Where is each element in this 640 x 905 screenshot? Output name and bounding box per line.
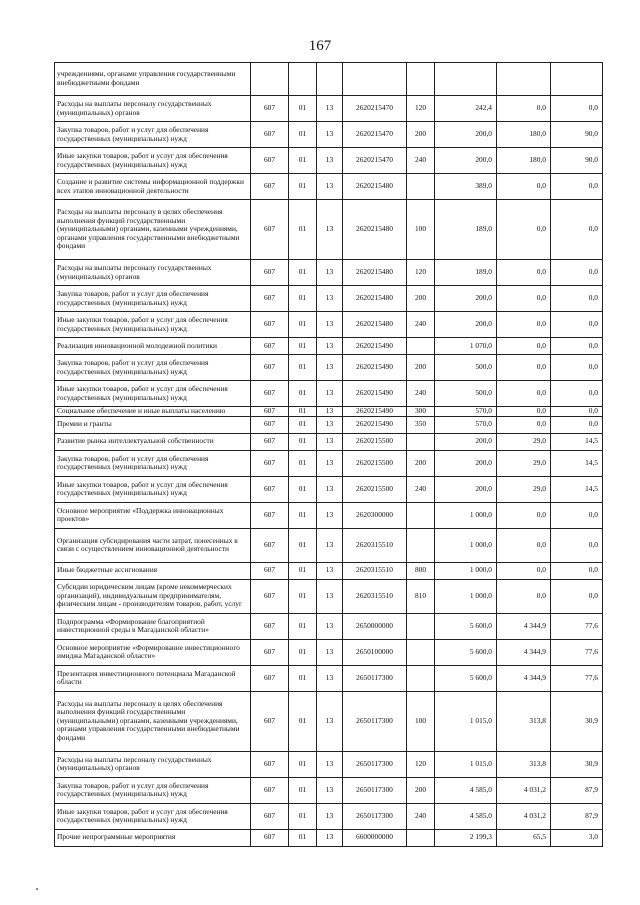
- cell-s2: 65,5: [497, 829, 551, 846]
- budget-table: [54, 62, 603, 847]
- cell-name: Расходы на выплаты персоналу государственных (муниципальных) органов: [55, 96, 251, 122]
- cell-vr: 350: [407, 416, 435, 433]
- cell-s3: 90,0: [551, 122, 603, 148]
- cell-vr: 200: [407, 286, 435, 312]
- cell-vr: [407, 665, 435, 691]
- cell-csr: 2650117300: [343, 691, 407, 751]
- cell-rz: 01: [289, 260, 317, 286]
- table-row: [55, 200, 603, 260]
- cell-vr: 300: [407, 407, 435, 417]
- cell-csr: 2650117300: [343, 665, 407, 691]
- cell-rz: 01: [289, 433, 317, 450]
- cell-csr: 2650100000: [343, 639, 407, 665]
- cell-s2: 4 344,9: [497, 613, 551, 639]
- cell-csr: 2620215500: [343, 433, 407, 450]
- cell-ved: 607: [251, 450, 289, 476]
- cell-s2: 29,0: [497, 450, 551, 476]
- cell-s3: 14,5: [551, 433, 603, 450]
- cell-s2: 180,0: [497, 122, 551, 148]
- cell-name: Организация субсидирования части затрат, понесенных в связи с осуществлением инновационной деятельности: [55, 528, 251, 562]
- cell-name: Закупка товаров, работ и услуг для обеспечения государственных (муниципальных) нужд: [55, 450, 251, 476]
- cell-pr: 13: [317, 777, 343, 803]
- cell-pr: 13: [317, 829, 343, 846]
- cell-s3: 0,0: [551, 200, 603, 260]
- cell-vr: 800: [407, 562, 435, 579]
- cell-pr: 13: [317, 96, 343, 122]
- cell-name: Расходы на выплаты персоналу в целях обеспечения выполнения функций государственными (муниципальными) органами, казенными учреждениями, органами управления государственными внебюджетными фондами: [55, 200, 251, 260]
- table-row: [55, 502, 603, 528]
- cell-s3: 77,6: [551, 665, 603, 691]
- cell-name: Иные закупки товаров, работ и услуг для обеспечения государственных (муниципальных) нужд: [55, 312, 251, 338]
- cell-name: Основное мероприятие «Поддержка инновационных проектов»: [55, 502, 251, 528]
- table-row: [55, 528, 603, 562]
- cell-pr: 13: [317, 355, 343, 381]
- table-row: [55, 613, 603, 639]
- cell-csr: 2620315510: [343, 528, 407, 562]
- cell-vr: 240: [407, 803, 435, 829]
- cell-name: Создание и развитие системы информационной поддержки всех этапов инновационной деятельности: [55, 174, 251, 200]
- cell-s1: 1 070,0: [435, 338, 497, 355]
- cell-s1: 4 585,0: [435, 803, 497, 829]
- cell-s1: [435, 63, 497, 96]
- table-row: [55, 338, 603, 355]
- cell-ved: 607: [251, 416, 289, 433]
- cell-s2: 4 344,9: [497, 639, 551, 665]
- table-row: [55, 174, 603, 200]
- cell-vr: 240: [407, 381, 435, 407]
- cell-rz: 01: [289, 174, 317, 200]
- cell-ved: 607: [251, 613, 289, 639]
- cell-s2: 0,0: [497, 174, 551, 200]
- cell-pr: 13: [317, 286, 343, 312]
- cell-name: Закупка товаров, работ и услуг для обеспечения государственных (муниципальных) нужд: [55, 777, 251, 803]
- cell-csr: 2620215490: [343, 355, 407, 381]
- cell-name: Расходы на выплаты персоналу государственных (муниципальных) органов: [55, 260, 251, 286]
- cell-s3: 14,5: [551, 476, 603, 502]
- cell-s3: 30,9: [551, 751, 603, 777]
- cell-vr: [407, 433, 435, 450]
- cell-s3: 87,9: [551, 803, 603, 829]
- cell-s2: 0,0: [497, 96, 551, 122]
- cell-name: Реализация инновационной молодежной политики: [55, 338, 251, 355]
- cell-s2: 0,0: [497, 260, 551, 286]
- cell-vr: 120: [407, 260, 435, 286]
- cell-pr: 13: [317, 613, 343, 639]
- cell-pr: 13: [317, 416, 343, 433]
- cell-s1: 4 585,0: [435, 777, 497, 803]
- cell-s2: 4 031,2: [497, 777, 551, 803]
- cell-s1: 242,4: [435, 96, 497, 122]
- cell-vr: [407, 174, 435, 200]
- cell-ved: 607: [251, 338, 289, 355]
- cell-ved: 607: [251, 829, 289, 846]
- cell-pr: 13: [317, 433, 343, 450]
- cell-s1: 570,0: [435, 416, 497, 433]
- cell-pr: 13: [317, 639, 343, 665]
- cell-name: Закупка товаров, работ и услуг для обеспечения государственных (муниципальных) нужд: [55, 122, 251, 148]
- cell-pr: 13: [317, 148, 343, 174]
- cell-s3: 0,0: [551, 286, 603, 312]
- table-row: [55, 562, 603, 579]
- cell-s3: 90,0: [551, 148, 603, 174]
- cell-s2: 4 031,2: [497, 803, 551, 829]
- cell-s3: 30,9: [551, 691, 603, 751]
- cell-vr: [407, 502, 435, 528]
- cell-ved: 607: [251, 751, 289, 777]
- table-row: [55, 260, 603, 286]
- cell-rz: 01: [289, 96, 317, 122]
- cell-ved: 607: [251, 381, 289, 407]
- cell-csr: 2620215480: [343, 312, 407, 338]
- table-row: [55, 829, 603, 846]
- cell-s2: 0,0: [497, 312, 551, 338]
- cell-name: Презентация инвестиционного потенциала Магаданской области: [55, 665, 251, 691]
- cell-csr: 2620215470: [343, 96, 407, 122]
- cell-vr: [407, 639, 435, 665]
- cell-vr: 100: [407, 691, 435, 751]
- table-row: [55, 148, 603, 174]
- cell-ved: 607: [251, 528, 289, 562]
- table-row: [55, 476, 603, 502]
- cell-ved: 607: [251, 502, 289, 528]
- cell-name: Премии и гранты: [55, 416, 251, 433]
- table-row: [55, 381, 603, 407]
- cell-name: Основное мероприятие «Формирование инвестиционного имиджа Магаданской области»: [55, 639, 251, 665]
- cell-rz: 01: [289, 338, 317, 355]
- cell-s1: 200,0: [435, 433, 497, 450]
- cell-ved: 607: [251, 562, 289, 579]
- cell-pr: 13: [317, 751, 343, 777]
- cell-ved: 607: [251, 803, 289, 829]
- cell-s2: 0,0: [497, 338, 551, 355]
- cell-name: Расходы на выплаты персоналу государственных (муниципальных) органов: [55, 751, 251, 777]
- cell-rz: 01: [289, 148, 317, 174]
- cell-csr: 2620215480: [343, 286, 407, 312]
- cell-s1: 200,0: [435, 286, 497, 312]
- cell-s3: [551, 63, 603, 96]
- cell-vr: 810: [407, 579, 435, 613]
- cell-s1: 5 600,0: [435, 613, 497, 639]
- table-row: [55, 803, 603, 829]
- cell-s1: 1 015,0: [435, 691, 497, 751]
- cell-name: Иные закупки товаров, работ и услуг для обеспечения государственных (муниципальных) нужд: [55, 148, 251, 174]
- cell-vr: 240: [407, 312, 435, 338]
- cell-s3: 0,0: [551, 579, 603, 613]
- cell-s3: 0,0: [551, 416, 603, 433]
- table-row: [55, 416, 603, 433]
- cell-ved: 607: [251, 777, 289, 803]
- cell-csr: 2620315510: [343, 562, 407, 579]
- cell-pr: 13: [317, 200, 343, 260]
- table-row: [55, 433, 603, 450]
- table-row: [55, 777, 603, 803]
- cell-s2: 0,0: [497, 200, 551, 260]
- cell-ved: 607: [251, 96, 289, 122]
- cell-s2: 0,0: [497, 286, 551, 312]
- table-row: [55, 639, 603, 665]
- cell-pr: 13: [317, 381, 343, 407]
- cell-pr: 13: [317, 579, 343, 613]
- cell-s3: 0,0: [551, 502, 603, 528]
- cell-rz: 01: [289, 381, 317, 407]
- cell-csr: 2650117300: [343, 751, 407, 777]
- cell-vr: 120: [407, 751, 435, 777]
- cell-s3: 0,0: [551, 381, 603, 407]
- cell-s1: 200,0: [435, 312, 497, 338]
- cell-pr: 13: [317, 502, 343, 528]
- cell-vr: 240: [407, 148, 435, 174]
- cell-s1: 200,0: [435, 476, 497, 502]
- cell-s3: 0,0: [551, 260, 603, 286]
- cell-rz: 01: [289, 579, 317, 613]
- cell-s2: 0,0: [497, 502, 551, 528]
- cell-rz: 01: [289, 200, 317, 260]
- table-row: [55, 312, 603, 338]
- cell-name: Иные бюджетные ассигнования: [55, 562, 251, 579]
- cell-s1: 500,0: [435, 355, 497, 381]
- cell-csr: 2620215470: [343, 148, 407, 174]
- cell-csr: 2620215480: [343, 260, 407, 286]
- table-row: [55, 96, 603, 122]
- cell-csr: 2620215490: [343, 338, 407, 355]
- cell-pr: 13: [317, 312, 343, 338]
- cell-s2: 0,0: [497, 355, 551, 381]
- cell-pr: 13: [317, 476, 343, 502]
- cell-csr: 2650000000: [343, 613, 407, 639]
- cell-vr: 200: [407, 122, 435, 148]
- cell-pr: 13: [317, 174, 343, 200]
- cell-ved: 607: [251, 286, 289, 312]
- cell-rz: 01: [289, 312, 317, 338]
- cell-vr: [407, 63, 435, 96]
- cell-s3: 0,0: [551, 407, 603, 417]
- cell-vr: [407, 338, 435, 355]
- cell-pr: 13: [317, 528, 343, 562]
- cell-s3: 0,0: [551, 562, 603, 579]
- cell-csr: [343, 63, 407, 96]
- cell-rz: 01: [289, 691, 317, 751]
- cell-s1: 389,0: [435, 174, 497, 200]
- cell-csr: 2620215470: [343, 122, 407, 148]
- table-row: [55, 286, 603, 312]
- cell-s1: 570,0: [435, 407, 497, 417]
- cell-rz: 01: [289, 665, 317, 691]
- table-row: [55, 691, 603, 751]
- cell-s1: 1 000,0: [435, 528, 497, 562]
- cell-rz: 01: [289, 355, 317, 381]
- cell-s1: 200,0: [435, 122, 497, 148]
- cell-rz: 01: [289, 450, 317, 476]
- cell-ved: 607: [251, 260, 289, 286]
- cell-s3: 77,6: [551, 613, 603, 639]
- cell-ved: 607: [251, 639, 289, 665]
- cell-name: Социальное обеспечение и иные выплаты населению: [55, 407, 251, 417]
- cell-rz: 01: [289, 803, 317, 829]
- cell-name: Закупка товаров, работ и услуг для обеспечения государственных (муниципальных) нужд: [55, 286, 251, 312]
- cell-rz: 01: [289, 502, 317, 528]
- table-row: [55, 63, 603, 96]
- cell-name: Расходы на выплаты персоналу в целях обеспечения выполнения функций государственными (муниципальными) органами, казенными учреждениями, органами управления государственными внебюджетными фондами: [55, 691, 251, 751]
- cell-s1: 189,0: [435, 260, 497, 286]
- cell-s1: 1 000,0: [435, 579, 497, 613]
- cell-name: Прочие непрограммные мероприятия: [55, 829, 251, 846]
- cell-pr: 13: [317, 691, 343, 751]
- cell-csr: 2620300000: [343, 502, 407, 528]
- cell-s2: 180,0: [497, 148, 551, 174]
- cell-csr: 2620215500: [343, 450, 407, 476]
- cell-s2: 0,0: [497, 381, 551, 407]
- cell-ved: [251, 63, 289, 96]
- table-row: [55, 450, 603, 476]
- table-row: [55, 355, 603, 381]
- cell-csr: 2620215480: [343, 200, 407, 260]
- cell-s3: 0,0: [551, 174, 603, 200]
- cell-csr: 2620215480: [343, 174, 407, 200]
- cell-pr: 13: [317, 803, 343, 829]
- cell-pr: 13: [317, 260, 343, 286]
- cell-pr: 13: [317, 665, 343, 691]
- cell-pr: 13: [317, 338, 343, 355]
- cell-pr: 13: [317, 122, 343, 148]
- cell-rz: 01: [289, 613, 317, 639]
- cell-ved: 607: [251, 691, 289, 751]
- cell-name: Закупка товаров, работ и услуг для обеспечения государственных (муниципальных) нужд: [55, 355, 251, 381]
- cell-csr: 2620215490: [343, 381, 407, 407]
- cell-ved: 607: [251, 433, 289, 450]
- cell-vr: [407, 613, 435, 639]
- cell-s2: 0,0: [497, 416, 551, 433]
- cell-s1: 1 000,0: [435, 562, 497, 579]
- cell-s1: 5 600,0: [435, 639, 497, 665]
- cell-csr: 2620215500: [343, 476, 407, 502]
- cell-csr: 2650117300: [343, 777, 407, 803]
- cell-ved: 607: [251, 200, 289, 260]
- cell-name: Субсидии юридическим лицам (кроме некоммерческих организаций), индивидуальным предпринимателям, физическим лицам - производителям товаров, работ, услуг: [55, 579, 251, 613]
- table-row: [55, 665, 603, 691]
- table-row: [55, 407, 603, 417]
- cell-rz: 01: [289, 777, 317, 803]
- cell-csr: 2620215490: [343, 407, 407, 417]
- cell-rz: 01: [289, 407, 317, 417]
- cell-ved: 607: [251, 312, 289, 338]
- cell-s3: 87,9: [551, 777, 603, 803]
- cell-rz: 01: [289, 639, 317, 665]
- page-number: 167: [308, 38, 332, 54]
- cell-s3: 0,0: [551, 528, 603, 562]
- cell-s3: 0,0: [551, 355, 603, 381]
- table-row: [55, 751, 603, 777]
- cell-s2: 0,0: [497, 579, 551, 613]
- cell-s2: 4 344,9: [497, 665, 551, 691]
- cell-ved: 607: [251, 174, 289, 200]
- cell-s3: 3,0: [551, 829, 603, 846]
- cell-vr: [407, 528, 435, 562]
- cell-rz: 01: [289, 476, 317, 502]
- cell-s3: 0,0: [551, 96, 603, 122]
- cell-rz: [289, 63, 317, 96]
- cell-vr: 200: [407, 777, 435, 803]
- cell-csr: 2620215490: [343, 416, 407, 433]
- cell-s2: 313,8: [497, 751, 551, 777]
- cell-ved: 607: [251, 355, 289, 381]
- cell-s1: 500,0: [435, 381, 497, 407]
- cell-vr: 240: [407, 476, 435, 502]
- cell-s2: 0,0: [497, 562, 551, 579]
- cell-vr: [407, 829, 435, 846]
- cell-s1: 2 199,3: [435, 829, 497, 846]
- cell-csr: 6600000000: [343, 829, 407, 846]
- cell-s1: 1 015,0: [435, 751, 497, 777]
- cell-csr: 2650117300: [343, 803, 407, 829]
- cell-pr: 13: [317, 450, 343, 476]
- cell-s1: 1 000,0: [435, 502, 497, 528]
- cell-vr: 100: [407, 200, 435, 260]
- cell-vr: 120: [407, 96, 435, 122]
- cell-name: Иные закупки товаров, работ и услуг для обеспечения государственных (муниципальных) нужд: [55, 803, 251, 829]
- cell-s2: 313,8: [497, 691, 551, 751]
- cell-ved: 607: [251, 407, 289, 417]
- cell-rz: 01: [289, 751, 317, 777]
- cell-s1: 189,0: [435, 200, 497, 260]
- cell-pr: 13: [317, 407, 343, 417]
- cell-name: Иные закупки товаров, работ и услуг для обеспечения государственных (муниципальных) нужд: [55, 476, 251, 502]
- cell-s1: 200,0: [435, 450, 497, 476]
- cell-s3: 0,0: [551, 312, 603, 338]
- cell-pr: [317, 63, 343, 96]
- cell-rz: 01: [289, 528, 317, 562]
- cell-s2: [497, 63, 551, 96]
- cell-ved: 607: [251, 665, 289, 691]
- scan-speck: [36, 888, 38, 890]
- cell-s1: 200,0: [435, 148, 497, 174]
- cell-s2: 0,0: [497, 528, 551, 562]
- table-row: [55, 579, 603, 613]
- cell-name: Развитие рынка интеллектуальной собственности: [55, 433, 251, 450]
- cell-s3: 77,6: [551, 639, 603, 665]
- cell-rz: 01: [289, 562, 317, 579]
- cell-rz: 01: [289, 286, 317, 312]
- cell-rz: 01: [289, 416, 317, 433]
- cell-s3: 0,0: [551, 338, 603, 355]
- cell-csr: 2620315510: [343, 579, 407, 613]
- cell-rz: 01: [289, 829, 317, 846]
- cell-vr: 200: [407, 355, 435, 381]
- cell-ved: 607: [251, 476, 289, 502]
- cell-pr: 13: [317, 562, 343, 579]
- cell-s2: 29,0: [497, 476, 551, 502]
- cell-name: Подпрограмма «Формирование благоприятной инвестиционной среды в Магаданской области»: [55, 613, 251, 639]
- table-row: [55, 122, 603, 148]
- cell-vr: 200: [407, 450, 435, 476]
- cell-ved: 607: [251, 148, 289, 174]
- cell-s2: 0,0: [497, 407, 551, 417]
- cell-name: учреждениями, органами управления государственными внебюджетными фондами: [55, 63, 251, 96]
- cell-s3: 14,5: [551, 450, 603, 476]
- cell-s2: 29,0: [497, 433, 551, 450]
- cell-s1: 5 600,0: [435, 665, 497, 691]
- cell-ved: 607: [251, 122, 289, 148]
- cell-rz: 01: [289, 122, 317, 148]
- cell-name: Иные закупки товаров, работ и услуг для обеспечения государственных (муниципальных) нужд: [55, 381, 251, 407]
- cell-ved: 607: [251, 579, 289, 613]
